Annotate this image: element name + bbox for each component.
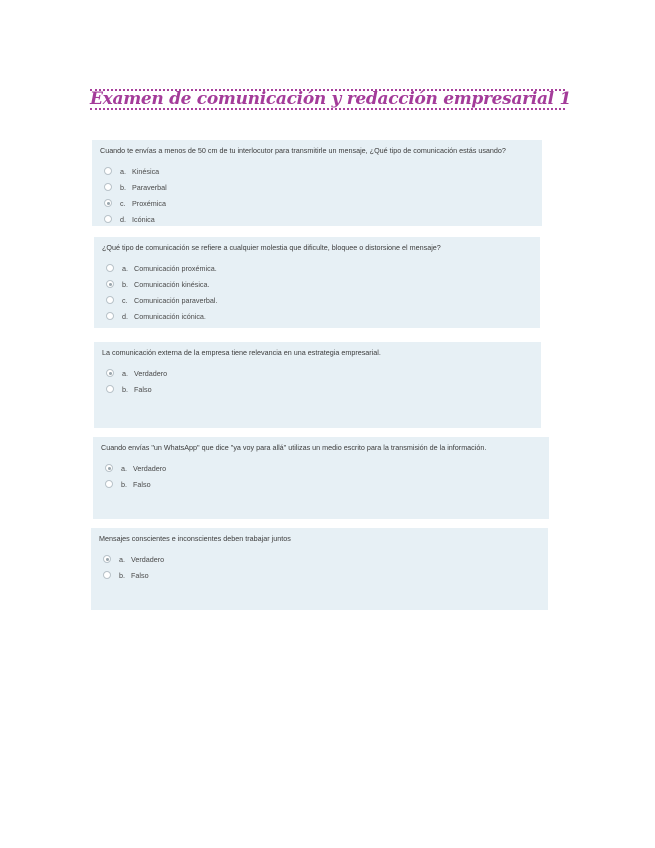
option-letter: d.	[120, 214, 126, 224]
answer-option-d[interactable]	[102, 308, 532, 324]
option-letter: a.	[122, 368, 128, 378]
option-label: Comunicación kinésica.	[134, 279, 210, 289]
radio-button[interactable]	[105, 464, 113, 472]
answer-option-a[interactable]	[101, 460, 541, 476]
answer-option-a[interactable]	[99, 551, 540, 567]
radio-button[interactable]	[105, 480, 113, 488]
answer-option-b[interactable]	[99, 567, 540, 583]
answer-option-c[interactable]	[100, 195, 534, 211]
option-letter: c.	[122, 295, 128, 305]
radio-button[interactable]	[106, 385, 114, 393]
option-label: Paraverbal	[132, 182, 167, 192]
question-card-2	[94, 237, 540, 328]
radio-button[interactable]	[104, 167, 112, 175]
option-letter: d.	[122, 311, 128, 321]
option-letter: b.	[121, 479, 127, 489]
option-label: Falso	[131, 570, 149, 580]
answer-option-b[interactable]	[102, 381, 533, 397]
question-card-3	[94, 342, 541, 428]
question-text: ¿Qué tipo de comunicación se refiere a cualquier molestia que dificulte, bloquee o distorsione el mensaje?	[102, 243, 441, 252]
option-label: Icónica	[132, 214, 155, 224]
answer-option-d[interactable]	[100, 211, 534, 227]
option-letter: b.	[122, 384, 128, 394]
option-letter: b.	[122, 279, 128, 289]
option-label: Verdadero	[134, 368, 168, 378]
radio-button[interactable]	[103, 571, 111, 579]
answer-option-c[interactable]	[102, 292, 532, 308]
radio-button[interactable]	[103, 555, 111, 563]
option-label: Falso	[133, 479, 151, 489]
option-letter: a.	[120, 166, 126, 176]
option-label: Comunicación paraverbal.	[134, 295, 218, 305]
option-letter: a.	[119, 554, 125, 564]
option-letter: b.	[119, 570, 125, 580]
option-letter: c.	[120, 198, 126, 208]
option-letter: a.	[121, 463, 127, 473]
question-text: Cuando te envías a menos de 50 cm de tu interlocutor para transmitirle un mensaje, ¿Qué tipo de comunicación estás usando?	[100, 146, 506, 155]
radio-button[interactable]	[106, 264, 114, 272]
title-bottom-dotted-rule	[90, 108, 565, 110]
radio-button[interactable]	[106, 296, 114, 304]
option-letter: b.	[120, 182, 126, 192]
question-text: Cuando envías "un WhatsApp" que dice "ya voy para allá" utilizas un medio escrito para la transmisión de la información.	[101, 443, 487, 452]
radio-button[interactable]	[106, 312, 114, 320]
answer-option-b[interactable]	[101, 476, 541, 492]
question-text: La comunicación externa de la empresa tiene relevancia en una estrategia empresarial.	[102, 348, 381, 357]
option-letter: a.	[122, 263, 128, 273]
option-label: Kinésica	[132, 166, 160, 176]
answer-option-b[interactable]	[102, 276, 532, 292]
radio-button[interactable]	[104, 215, 112, 223]
answer-option-a[interactable]	[102, 365, 533, 381]
radio-button[interactable]	[106, 369, 114, 377]
option-label: Falso	[134, 384, 152, 394]
answer-option-b[interactable]	[100, 179, 534, 195]
question-card-5	[91, 528, 548, 610]
radio-button[interactable]	[104, 183, 112, 191]
answer-option-a[interactable]	[100, 163, 534, 179]
question-card-4	[93, 437, 549, 519]
option-label: Comunicación icónica.	[134, 311, 206, 321]
answer-option-a[interactable]	[102, 260, 532, 276]
option-label: Proxémica	[132, 198, 166, 208]
option-label: Comunicación proxémica.	[134, 263, 217, 273]
option-label: Verdadero	[131, 554, 165, 564]
radio-button[interactable]	[104, 199, 112, 207]
radio-button[interactable]	[106, 280, 114, 288]
question-card-1	[92, 140, 542, 226]
option-label: Verdadero	[133, 463, 167, 473]
question-text: Mensajes conscientes e inconscientes deben trabajar juntos	[99, 534, 291, 543]
document-title: Examen de comunicación y redacción empresarial 1	[90, 89, 571, 109]
